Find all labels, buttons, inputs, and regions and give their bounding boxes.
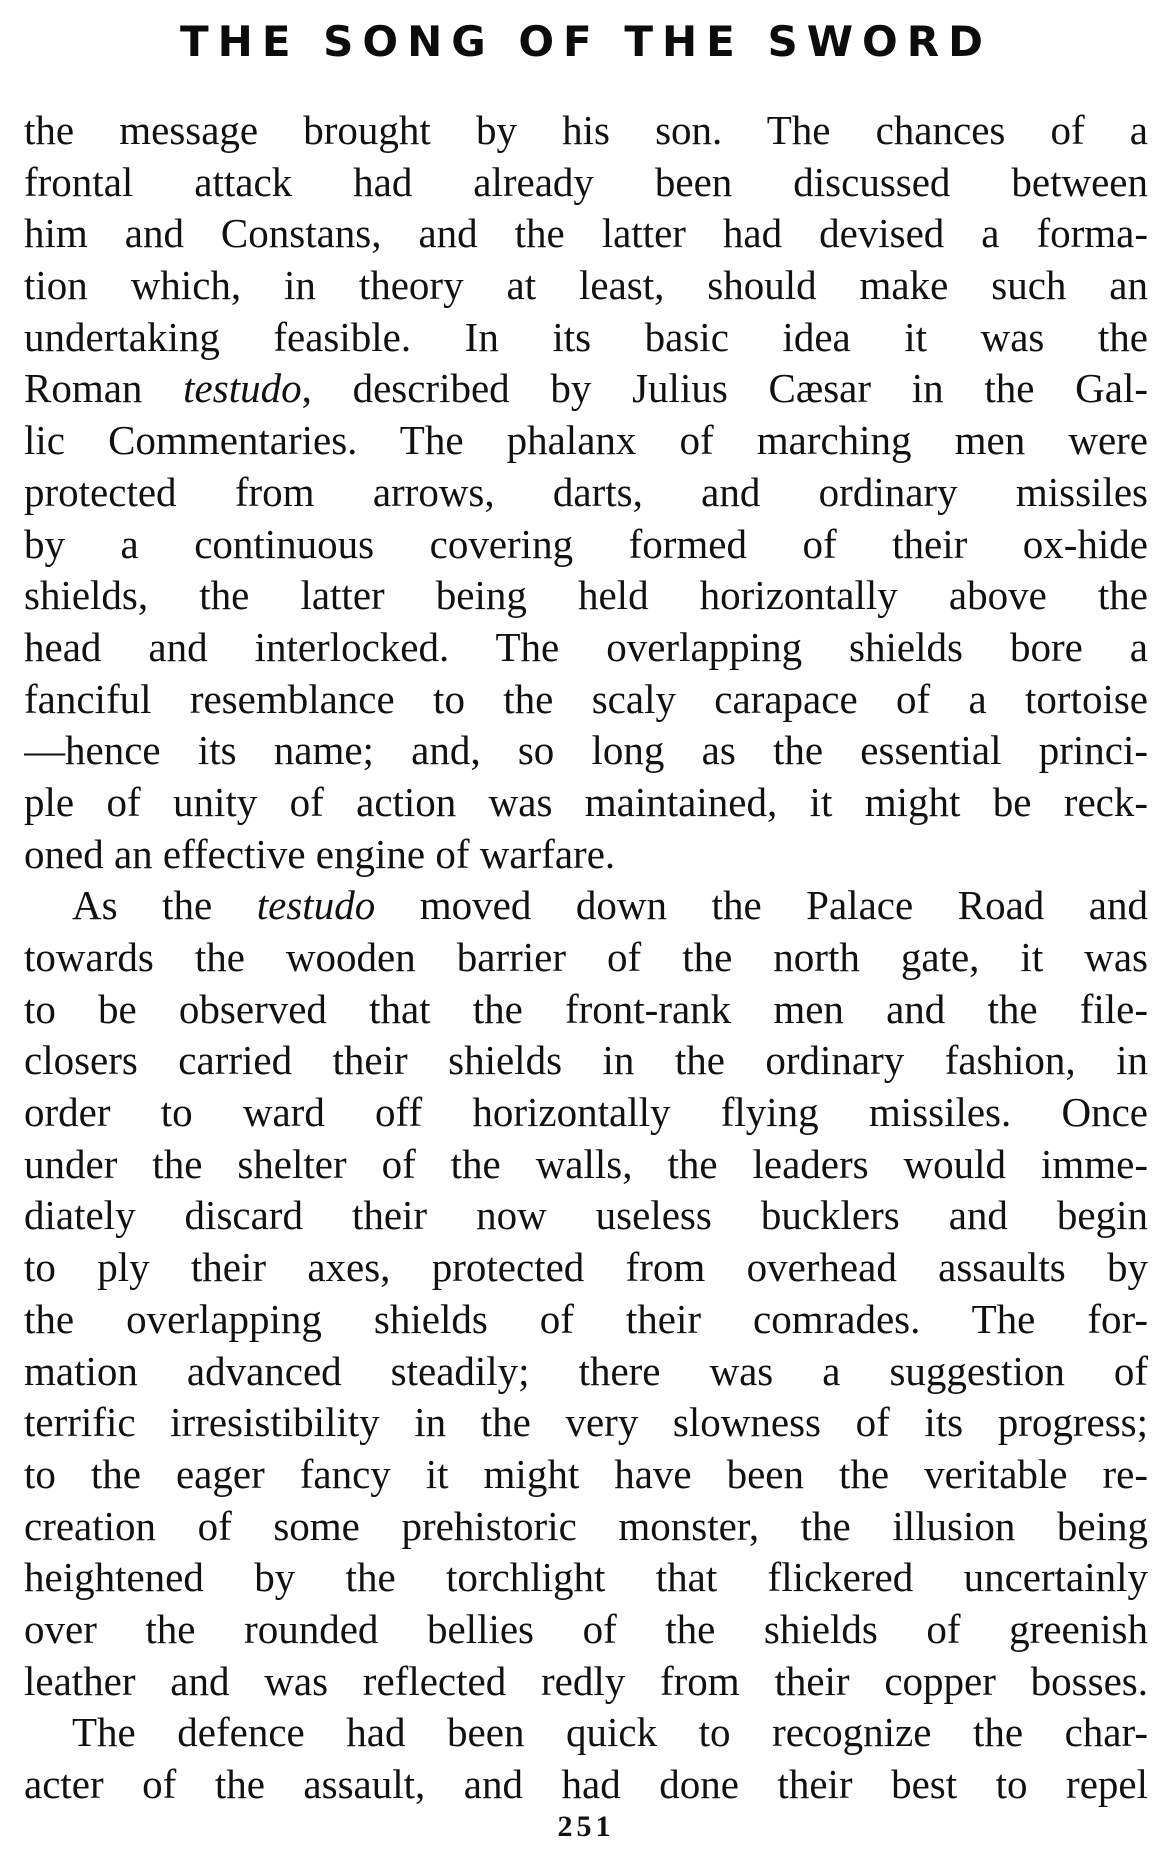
text-line: acter of the assault, and had done their best to repel — [24, 1761, 1148, 1807]
text-line: protected from arrows, darts, and ordinary missiles — [24, 468, 1148, 515]
text-line: creation of some prehistoric monster, the illusion being — [24, 1502, 1148, 1549]
italic-term: testudo — [256, 882, 376, 929]
text-line: him and Constans, and the latter had devised a forma- — [24, 210, 1148, 257]
text-line: to be observed that the front-rank men and the file- — [24, 985, 1148, 1032]
text-line: under the shelter of the walls, the leaders would imme- — [24, 1140, 1148, 1187]
text-line: to the eager fancy it might have been the veritable re- — [24, 1450, 1148, 1497]
running-title: THE SONG OF THE SWORD — [180, 17, 992, 66]
text-line: order to ward off horizontally flying missiles. Once — [24, 1089, 1148, 1136]
text-line: frontal attack had already been discussed between — [24, 158, 1148, 205]
paragraph — [24, 105, 1148, 880]
text-line: over the rounded bellies of the shields of greenish — [24, 1605, 1148, 1652]
text-line: mation advanced steadily; there was a suggestion of — [24, 1347, 1148, 1394]
text-line: to ply their axes, protected from overhead assaults by — [24, 1244, 1148, 1291]
text-line: Roman testudo, described by Julius Cæsar in the Gal- — [24, 365, 1148, 412]
text-line: diately discard their now useless bucklers and begin — [24, 1192, 1148, 1239]
italic-term: testudo — [183, 365, 302, 412]
text-line: —hence its name; and, so long as the essential princi- — [24, 727, 1148, 774]
text-line: tion which, in theory at least, should make such an — [24, 262, 1148, 309]
page-number: 251 — [557, 1810, 615, 1843]
text-line: towards the wooden barrier of the north gate, it was — [24, 934, 1148, 980]
text-line: the message brought by his son. The chances of a — [24, 107, 1148, 153]
text-line: the overlapping shields of their comrades. The for- — [24, 1295, 1148, 1342]
text-line: ple of unity of action was maintained, it might be reck- — [24, 778, 1148, 825]
paragraph — [24, 1707, 1148, 1810]
text-line: As the testudo moved down the Palace Road and — [72, 882, 1148, 929]
text-line: oned an effective engine of warfare. — [24, 830, 616, 877]
text-line: heightened by the torchlight that flickered uncertainly — [24, 1554, 1148, 1601]
text-line: lic Commentaries. The phalanx of marching men were — [24, 417, 1148, 464]
text-line: terrific irresistibility in the very slowness of its progress; — [24, 1399, 1148, 1446]
text-line: head and interlocked. The overlapping shields bore a — [24, 623, 1148, 670]
book-page — [24, 0, 1148, 1875]
text-line: leather and was reflected redly from their copper bosses. — [24, 1657, 1148, 1704]
text-line: closers carried their shields in the ordinary fashion, in — [24, 1037, 1148, 1084]
text-line: fanciful resemblance to the scaly carapace of a tortoise — [24, 675, 1148, 722]
text-line: shields, the latter being held horizontally above the — [24, 572, 1148, 619]
text-line: by a continuous covering formed of their ox-hide — [24, 520, 1148, 567]
text-line: undertaking feasible. In its basic idea it was the — [24, 313, 1148, 360]
text-line: The defence had been quick to recognize the char- — [72, 1709, 1148, 1756]
paragraph — [24, 880, 1148, 1707]
body-text — [24, 105, 1148, 1811]
